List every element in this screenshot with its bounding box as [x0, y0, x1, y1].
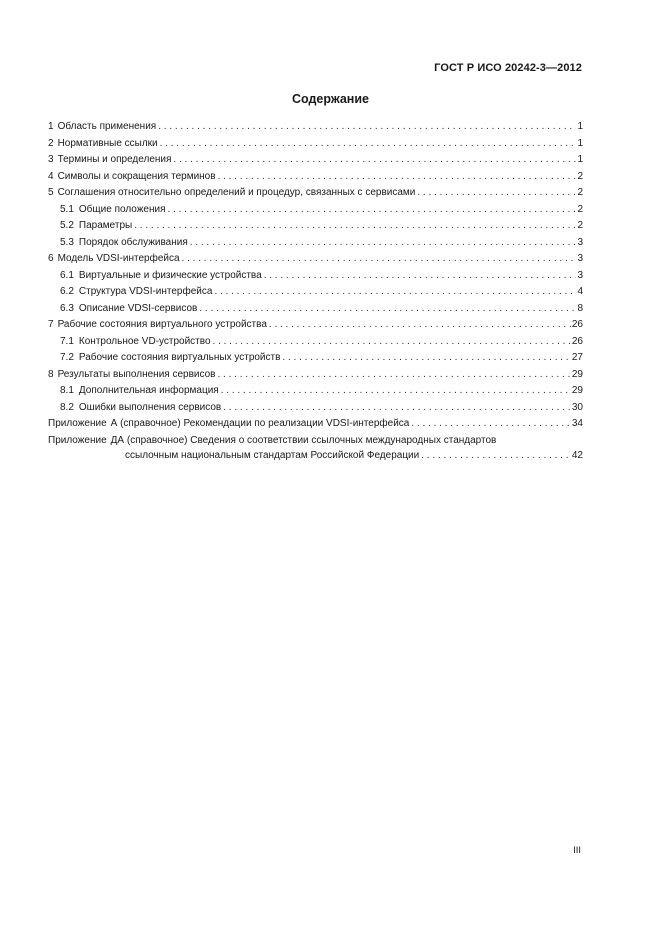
toc-entry[interactable] — [48, 185, 583, 202]
toc-leader-dots — [417, 185, 576, 202]
toc-entry[interactable] — [48, 251, 583, 268]
toc-entry-number: 5.3 — [60, 236, 74, 248]
toc-entry-number: 6.1 — [60, 269, 74, 281]
toc-leader-dots — [421, 448, 571, 463]
toc-leader-dots — [213, 334, 571, 351]
page-number: III — [573, 845, 581, 856]
toc-entry[interactable] — [48, 334, 583, 351]
toc-entry-page: 2 — [577, 170, 583, 182]
toc-entry-number: 3 — [48, 154, 54, 165]
toc-entry-number: 5.2 — [60, 220, 74, 231]
toc-entry[interactable] — [48, 218, 583, 235]
toc-entry-number: 6.3 — [60, 302, 74, 314]
page-header: ГОСТ Р ИСО 20242-3—2012 — [434, 62, 582, 74]
toc-leader-dots — [223, 400, 571, 417]
toc-entry-number: 8.2 — [60, 401, 74, 413]
toc-leader-dots — [134, 218, 576, 235]
toc-entry-label: ДА (справочное) Сведения о соответствии ссылочных международных стандартов — [110, 434, 497, 446]
toc-entry-page: 3 — [577, 269, 583, 281]
toc-leader-dots — [218, 169, 577, 186]
toc-entry-page: 1 — [577, 137, 583, 149]
toc-leader-dots — [182, 251, 577, 268]
toc-leader-dots — [282, 350, 570, 367]
toc-entry-page: 34 — [571, 418, 583, 429]
toc-entry-page: 1 — [577, 121, 583, 132]
toc-entry-label: Дополнительная информация — [78, 385, 219, 396]
toc-entry-annex-da[interactable] — [48, 433, 583, 463]
toc-entry-label: Контрольное VD-устройство — [78, 335, 211, 347]
toc-entry-label: Рабочие состояния виртуальных устройств — [78, 352, 281, 363]
toc-entry-page: 3 — [577, 253, 583, 264]
toc-entry-page: 27 — [571, 352, 583, 363]
toc-entry-label: Символы и сокращения терминов — [57, 170, 216, 182]
toc-leader-dots — [264, 268, 577, 285]
toc-leader-dots — [269, 317, 571, 334]
toc-entry-number: 4 — [48, 170, 54, 182]
toc-entry[interactable] — [48, 383, 583, 400]
toc-entry-number: 7 — [48, 319, 54, 330]
toc-entry-label: Структура VDSI-интерфейса — [78, 286, 213, 297]
toc-entry[interactable] — [48, 119, 583, 136]
toc-entry-label: Рабочие состояния виртуального устройства — [57, 319, 267, 330]
toc-entry[interactable] — [48, 268, 583, 285]
toc-entry-number: 5.1 — [60, 203, 74, 215]
toc-entry-page: 26 — [571, 335, 583, 347]
toc-entry-label: Ошибки выполнения сервисов — [78, 401, 222, 413]
toc-entry-label: Параметры — [78, 220, 133, 231]
toc-entry-page: 1 — [577, 154, 583, 165]
toc-entry-page: 2 — [577, 187, 583, 198]
toc-entry-number: Приложение — [48, 418, 107, 429]
toc-entry-label: Область применения — [57, 121, 157, 132]
toc-leader-dots — [411, 416, 571, 433]
toc-entry-number: 8 — [48, 368, 54, 380]
toc-entry-number: 6.2 — [60, 286, 74, 297]
toc-entry-page: 2 — [577, 220, 583, 231]
toc-entry-label: А (справочное) Рекомендации по реализации VDSI-интерфейса — [110, 418, 410, 429]
toc-leader-dots — [218, 367, 571, 384]
toc-entry[interactable] — [48, 317, 583, 334]
toc-entry-number: 8.1 — [60, 385, 74, 396]
toc-entry-page: 2 — [577, 203, 583, 215]
toc-entry-label: Порядок обслуживания — [78, 236, 188, 248]
toc-leader-dots — [158, 119, 576, 136]
toc-entry-number: 7.1 — [60, 335, 74, 347]
toc-entry-page: 29 — [571, 385, 583, 396]
toc-entry-label: Виртуальные и физические устройства — [78, 269, 262, 281]
toc-entry[interactable] — [48, 202, 583, 219]
toc-entry-label: Результаты выполнения сервисов — [57, 368, 216, 380]
toc-entry[interactable] — [48, 400, 583, 417]
toc-entry-label: Нормативные ссылки — [57, 137, 158, 149]
toc-entry-label-continued: ссылочным национальным стандартам Российской Федерации — [125, 449, 420, 461]
toc-entry[interactable] — [48, 136, 583, 153]
toc-entry-label: Общие положения — [78, 203, 166, 215]
table-of-contents — [48, 119, 583, 463]
toc-entry[interactable] — [48, 367, 583, 384]
toc-entry-prefix: Приложение — [48, 434, 107, 446]
toc-entry-page: 4 — [577, 286, 583, 297]
toc-entry-number: 6 — [48, 253, 54, 264]
toc-leader-dots — [168, 202, 577, 219]
toc-entry-page: 3 — [577, 236, 583, 248]
toc-entry-number: 2 — [48, 137, 54, 149]
toc-leader-dots — [173, 152, 576, 169]
toc-leader-dots — [160, 136, 577, 153]
toc-entry-page: 8 — [577, 302, 583, 314]
page-title: Содержание — [291, 92, 369, 106]
toc-entry[interactable] — [48, 235, 583, 252]
toc-entry-page: 42 — [571, 449, 583, 461]
toc-entry-number: 7.2 — [60, 352, 74, 363]
toc-entry[interactable] — [48, 301, 583, 318]
toc-entry-number: 1 — [48, 121, 54, 132]
toc-entry-label: Описание VDSI-сервисов — [78, 302, 198, 314]
toc-entry[interactable] — [48, 169, 583, 186]
toc-leader-dots — [199, 301, 576, 318]
toc-entry-page: 26 — [571, 319, 583, 330]
toc-entry[interactable] — [48, 152, 583, 169]
toc-entry-page: 30 — [571, 401, 583, 413]
toc-entry[interactable] — [48, 350, 583, 367]
toc-entry-label: Соглашения относительно определений и процедур, связанных с сервисами — [57, 187, 416, 198]
toc-entry[interactable] — [48, 284, 583, 301]
toc-leader-dots — [190, 235, 577, 252]
toc-entry-page: 29 — [571, 368, 583, 380]
toc-leader-dots — [221, 383, 571, 400]
toc-entry-label: Термины и определения — [57, 154, 172, 165]
toc-entry-label: Модель VDSI-интерфейса — [57, 253, 180, 264]
toc-entry-number: 5 — [48, 187, 54, 198]
toc-leader-dots — [214, 284, 576, 301]
toc-entry[interactable] — [48, 416, 583, 433]
